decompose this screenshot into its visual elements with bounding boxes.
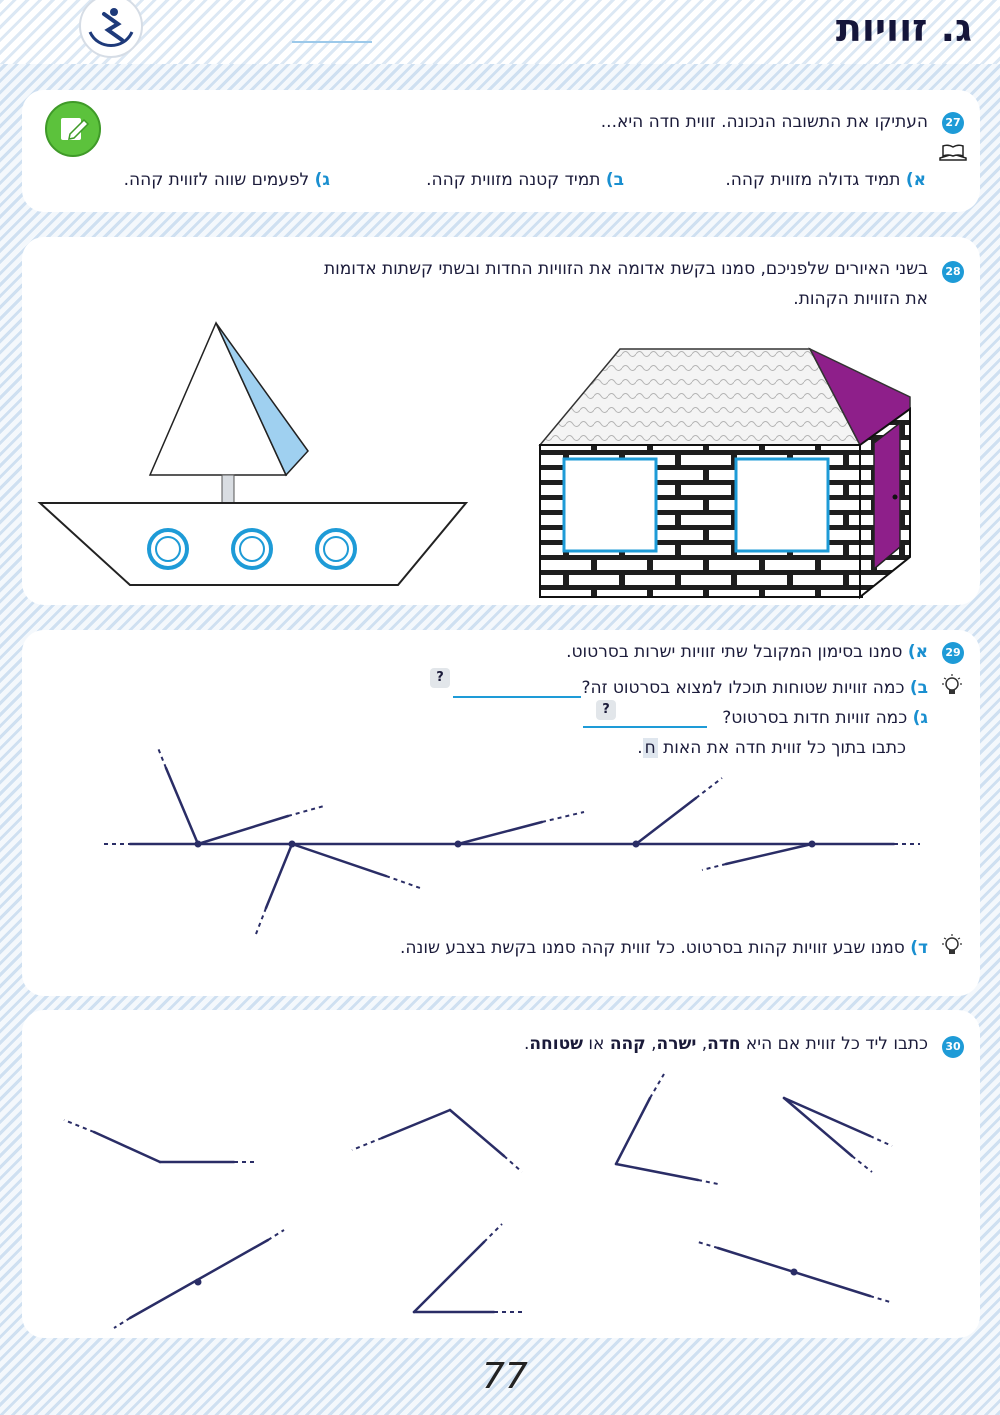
q27-option-b[interactable] — [426, 170, 624, 190]
q29-c-note-pre: כתבו בתוך כל זווית חדה את האות — [663, 738, 906, 758]
q29-part-a — [566, 642, 928, 662]
q30-word-acute: חדה — [707, 1034, 741, 1054]
q30-word-right: ישרה — [656, 1034, 697, 1054]
q30-instruction — [524, 1034, 928, 1054]
q29-part-d — [400, 938, 928, 958]
angles-diagram-30 — [22, 1070, 980, 1338]
q29-part-c — [583, 708, 928, 728]
question-28-line2: את הזוויות הקהות. — [793, 289, 928, 309]
angles-diagram-29 — [102, 748, 922, 944]
q29-c-note-letter: ח — [644, 738, 656, 758]
question-28-line1: בשני האיורים שלפניכם, סמנו בקשת אדומה את הזוויות החדות ובשתי קשתות אדומות — [323, 259, 928, 279]
page-number: 77 — [482, 1356, 528, 1397]
question-27-panel — [22, 90, 980, 212]
q29-part-b — [453, 678, 928, 698]
book-icon — [938, 142, 968, 162]
q27-option-c-letter: ג) — [314, 170, 330, 190]
question-28-panel — [22, 237, 980, 605]
question-29-panel — [22, 630, 980, 996]
q27-option-b-letter: ב) — [605, 170, 624, 190]
q29-b-answer-blank[interactable] — [453, 682, 581, 698]
q30-text-pre: כתבו ליד כל זווית אם היא — [745, 1034, 928, 1054]
edit-icon[interactable] — [44, 100, 102, 158]
question-30-panel — [22, 1010, 980, 1338]
q30-sep-2: , — [651, 1034, 657, 1054]
q29-d-text: סמנו שבע זוויות קהות בסרטוט. כל זווית קהה סמנו בקשת בצבע שונה. — [400, 938, 905, 958]
q30-word-straight: שטוחה — [529, 1034, 584, 1054]
logo-icon — [78, 0, 144, 60]
bulb-icon — [942, 934, 962, 958]
q29-c-hint-box[interactable]: ? — [596, 700, 616, 720]
q29-a-text: סמנו בסימון המקובל שתי זוויות ישרות בסרטוט. — [566, 642, 903, 662]
house-illustration — [538, 347, 910, 599]
q29-b-text: כמה זוויות שטוחות תוכלו למצוא בסרטוט זה? — [581, 678, 905, 698]
q30-word-obtuse: קהה — [609, 1034, 646, 1054]
question-number-28: 28 — [942, 261, 964, 283]
q27-option-a[interactable] — [725, 170, 926, 190]
q30-end: . — [523, 1034, 530, 1054]
boat-illustration — [38, 323, 468, 593]
q30-word-or: או — [588, 1034, 605, 1054]
q29-b-hint-box[interactable]: ? — [430, 668, 450, 688]
q29-a-letter: א) — [907, 642, 928, 662]
q29-c-letter: ג) — [912, 708, 928, 728]
q30-sep-1: , — [701, 1034, 708, 1054]
q27-option-b-text: תמיד קטנה מזווית קהה. — [426, 170, 601, 190]
question-27-prompt: העתיקו את התשובה הנכונה. זווית חדה היא... — [600, 112, 928, 132]
bulb-icon — [942, 674, 962, 698]
title-underline — [292, 41, 372, 43]
q27-option-c-text: לפעמים שווה לזווית קהה. — [123, 170, 310, 190]
page-title: ג. זוויות — [835, 6, 972, 50]
q29-c-note-post: . — [637, 738, 643, 758]
question-number-29: 29 — [942, 642, 964, 664]
q27-option-a-text: תמיד גדולה מזווית קהה. — [725, 170, 901, 190]
q27-option-c[interactable] — [124, 170, 330, 190]
q27-option-a-letter: א) — [905, 170, 926, 190]
question-number-27: 27 — [942, 112, 964, 134]
question-number-30: 30 — [942, 1036, 964, 1058]
q29-c-text: כמה זוויות חדות בסרטוט? — [722, 708, 908, 728]
q29-b-letter: ב) — [909, 678, 928, 698]
q29-d-letter: ד) — [910, 938, 928, 958]
